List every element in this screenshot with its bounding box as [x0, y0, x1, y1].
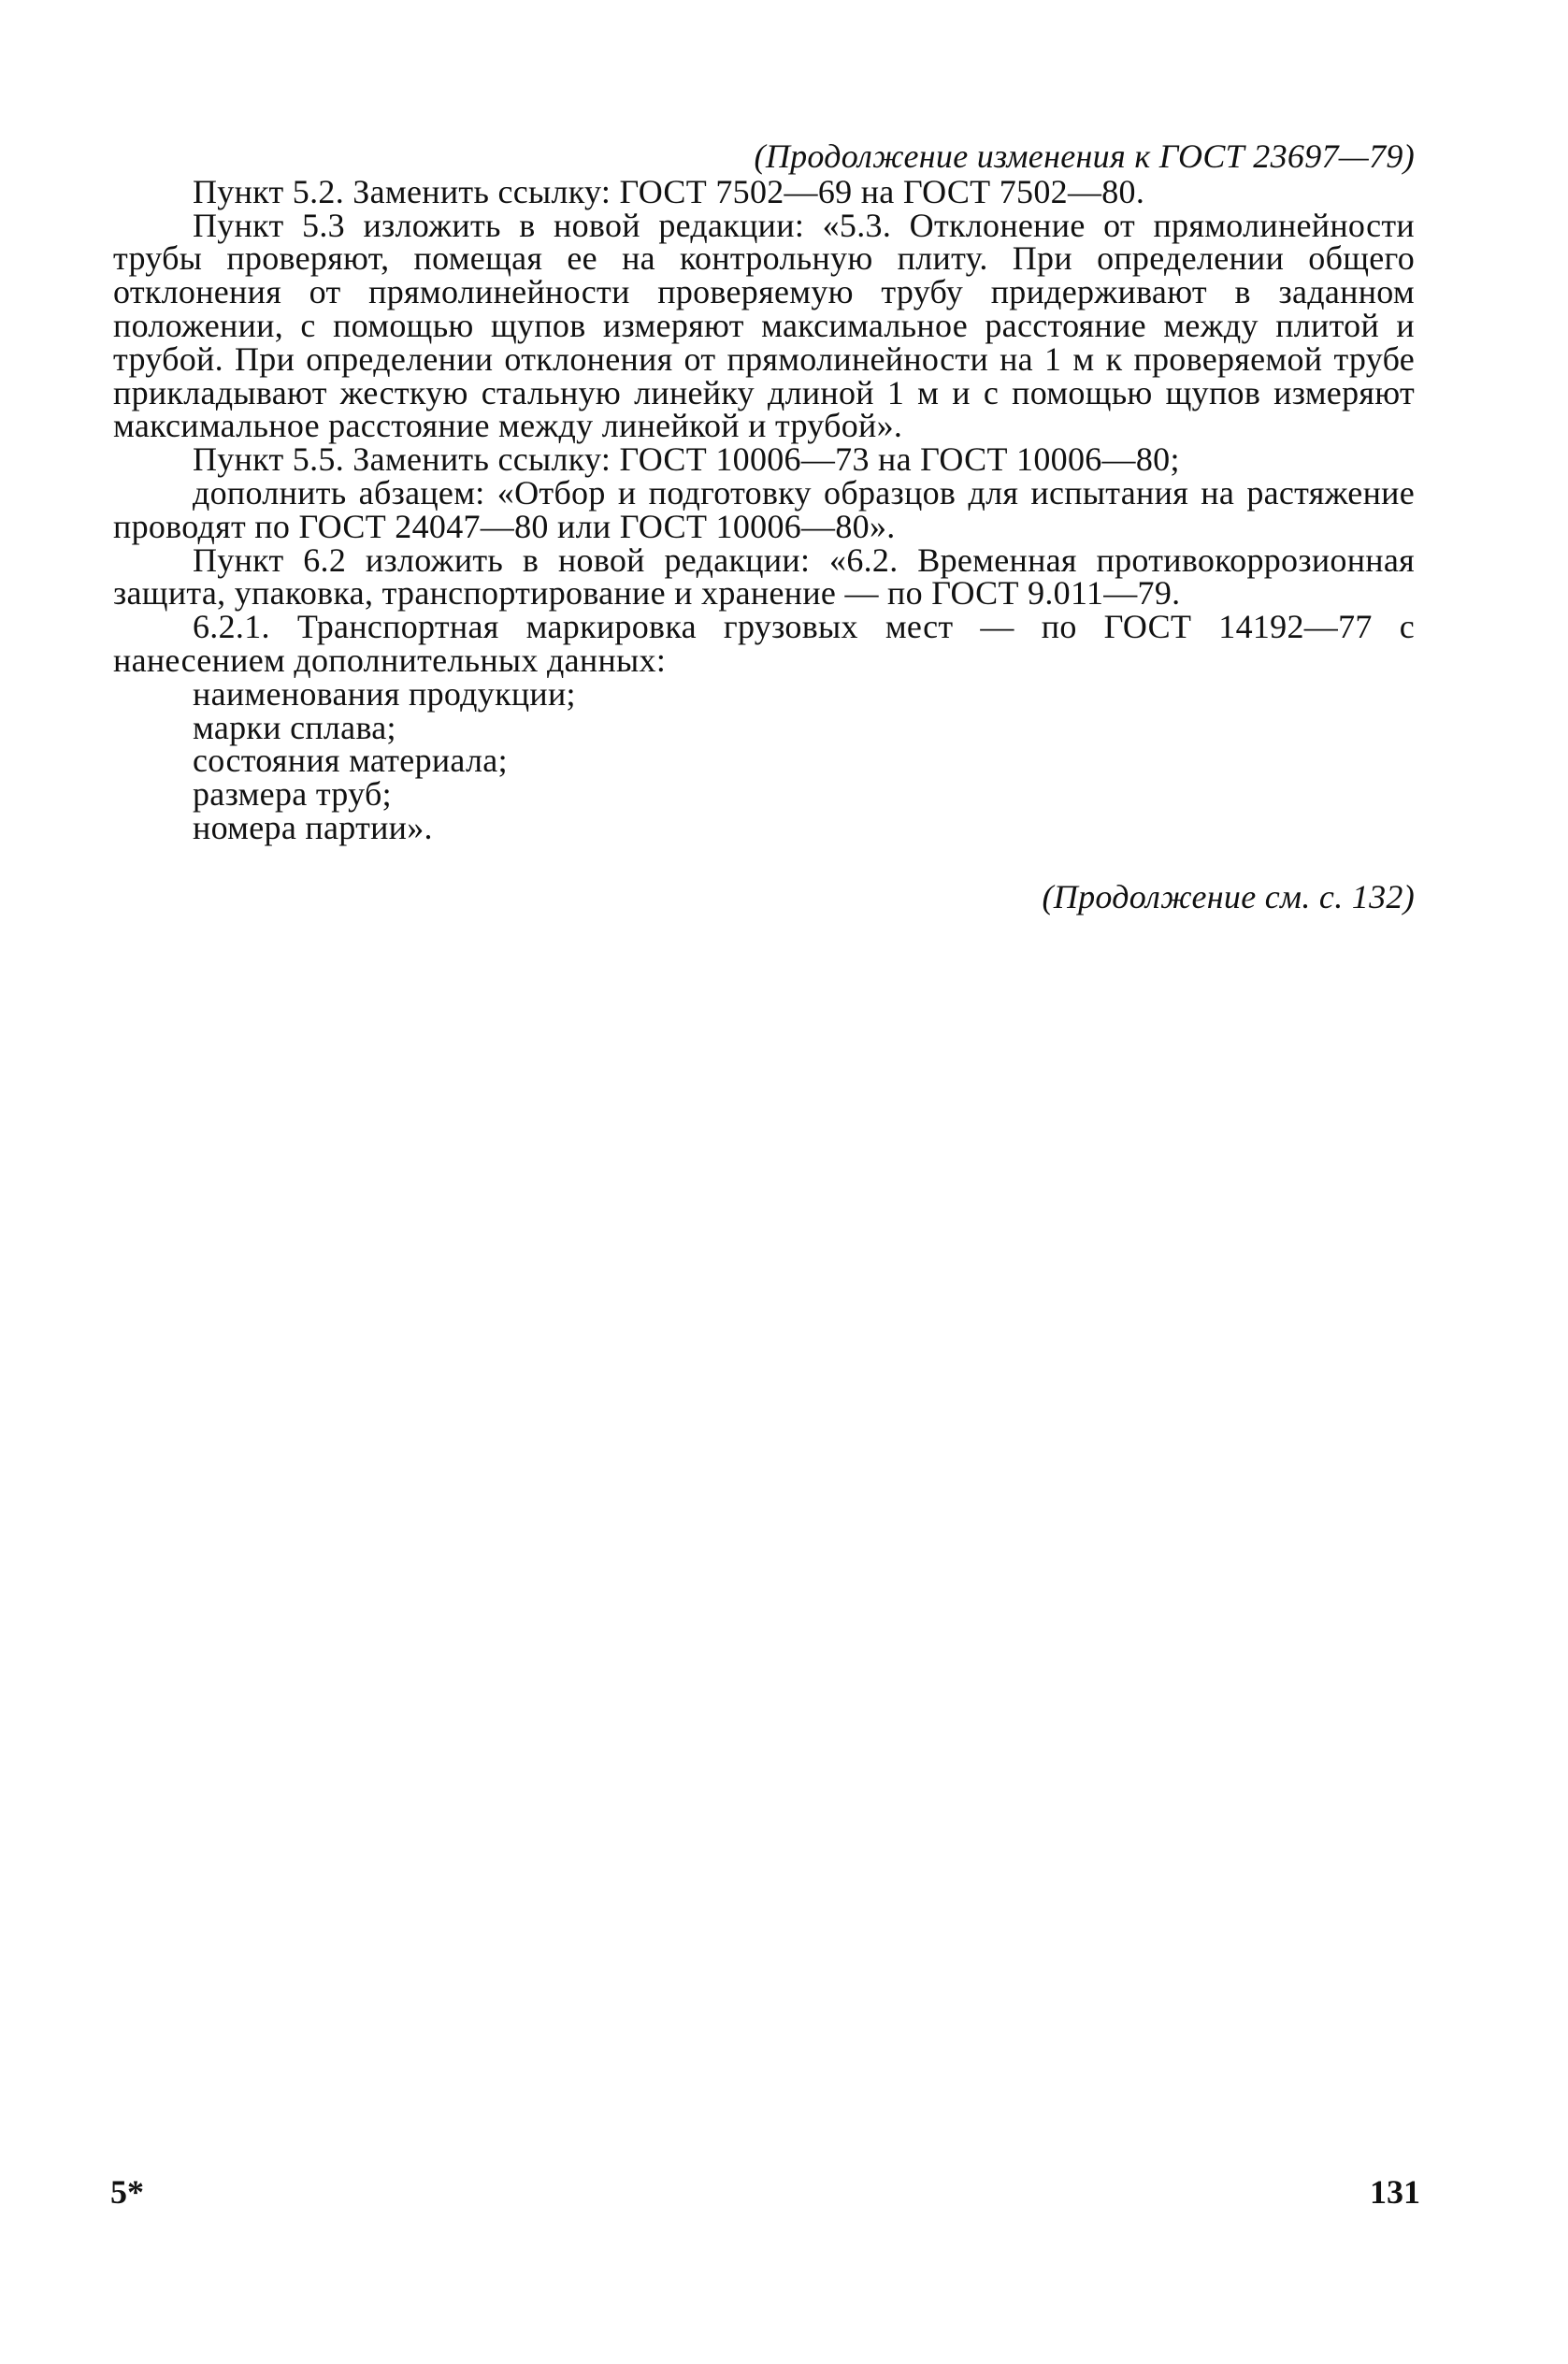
paragraph-5-5: Пункт 5.5. Заменить ссылку: ГОСТ 10006—73 на ГОСТ 10006—80;	[193, 440, 1180, 479]
paragraph-5-3: Пункт 5.3 изложить в новой редакции: «5.3. Отклонение от прямолинейности трубы проверяют, помещая ее на контрольную плиту. При определении общего отклонения от прямолинейности проверяемую трубу придерживают в заданном положении, с помощью щупов измеряют максимальное расстояние между плитой и трубой. При определении отклонения от прямолинейности на 1 м к проверяемой трубе прикладывают жесткую стальную линейку длиной 1 м и с помощью щупов измеряют максимальное расстояние между линейкой и трубой».	[113, 206, 1415, 445]
signature-mark: 5*	[110, 2173, 144, 2211]
list-item: наименования продукции;	[193, 674, 576, 713]
paragraph-6-2: Пункт 6.2 изложить в новой редакции: «6.2. Временная противокоррозионная защита, упаковка, транспортирование и хранение — по ГОСТ 9.011—79.	[113, 541, 1415, 613]
list-item: марки сплава;	[193, 708, 396, 746]
paragraph-6-2-1: 6.2.1. Транспортная маркировка грузовых мест — по ГОСТ 14192—77 с нанесением дополнительных данных:	[113, 608, 1415, 679]
list-item: состояния материала;	[193, 742, 508, 780]
main-text-block	[113, 137, 1415, 948]
paragraph-5-5-addition: дополнить абзацем: «Отбор и подготовку образцов для испытания на растяжение проводят по ГОСТ 24047—80 или ГОСТ 10006—80».	[113, 473, 1415, 545]
list-item: размера труб;	[193, 775, 392, 814]
continuation-header: (Продолжение изменения к ГОСТ 23697—79)	[754, 137, 1415, 175]
paragraph-5-2: Пункт 5.2. Заменить ссылку: ГОСТ 7502—69 на ГОСТ 7502—80.	[193, 172, 1145, 210]
continuation-footer: (Продолжение см. с. 132)	[1042, 877, 1415, 915]
list-item: номера партии».	[193, 808, 433, 846]
page-number: 131	[1370, 2173, 1420, 2211]
